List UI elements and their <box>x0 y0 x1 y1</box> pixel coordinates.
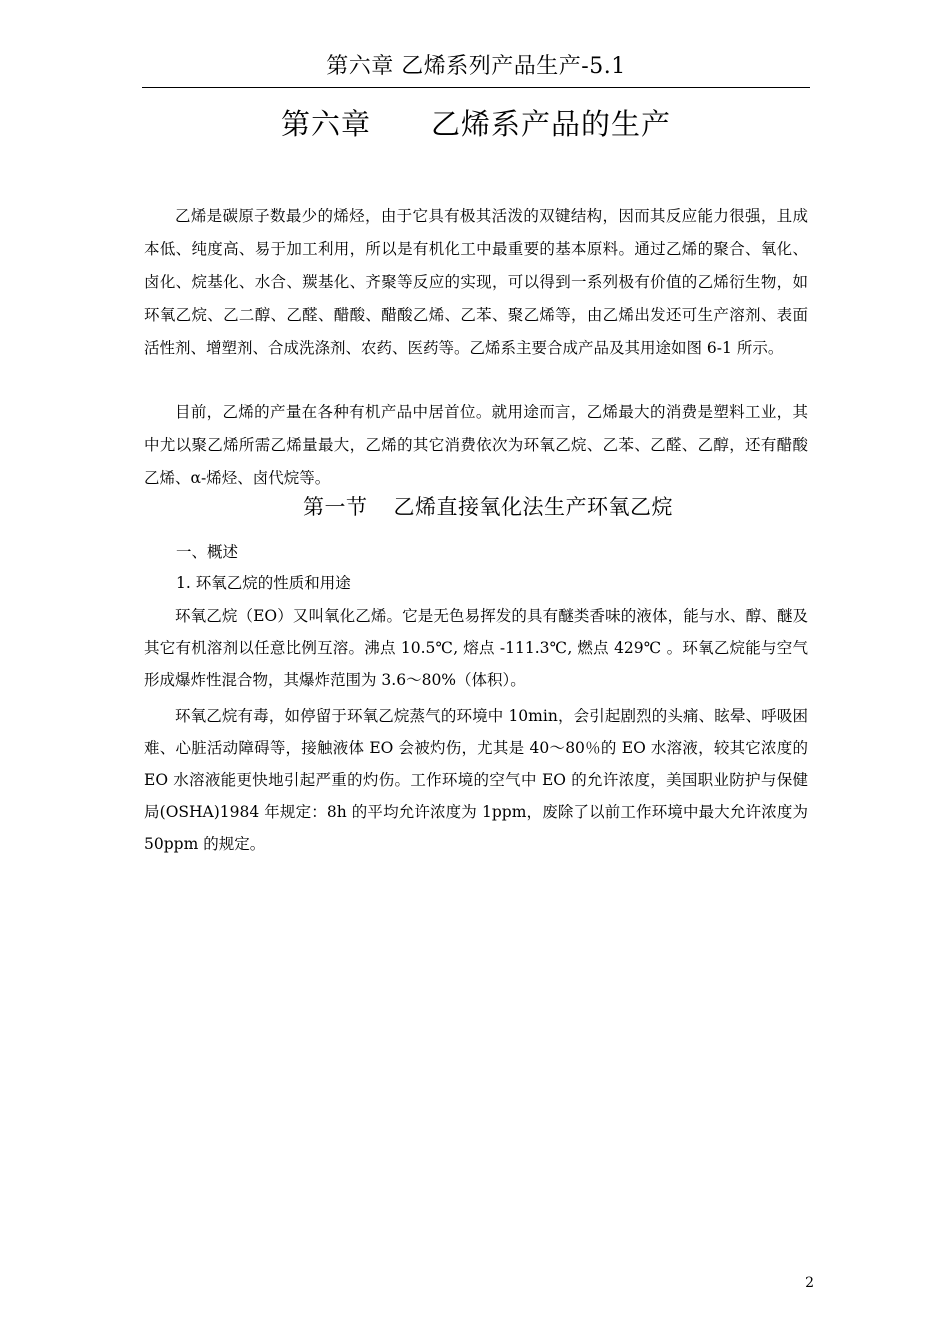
intro-paragraph-1: 乙烯是碳原子数最少的烯烃，由于它具有极其活泼的双键结构，因而其反应能力很强，且成本低、纯度高、易于加工利用，所以是有机化工中最重要的基本原料。通过乙烯的聚合、氧化、卤化、烷基化、水合、羰基化、齐聚等反应的实现，可以得到一系列极有价值的乙烯衍生物，如环氧乙烷、乙二醇、乙醛、醋酸、醋酸乙烯、乙苯、聚乙烯等，由乙烯出发还可生产溶剂、表面活性剂、增塑剂、合成洗涤剂、农药、医药等。乙烯系主要合成产品及其用途如图 6-1 所示。 <box>144 207 808 357</box>
header-rule <box>142 87 810 88</box>
running-header: 第六章 乙烯系列产品生产-5.1 <box>326 54 626 79</box>
subheading-overview: 一、概述 <box>176 543 239 561</box>
section-title <box>142 490 834 524</box>
page-number: 2 <box>805 1275 814 1291</box>
toxicity-paragraph: 环氧乙烷有毒，如停留于环氧乙烷蒸气的环境中 10min，会引起剧烈的头痛、眩晕、呼吸困难、心脏活动障碍等，接触液体 EO 会被灼伤，尤其是 40～80％的 EO 水溶液，较其它浓度的 EO 水溶液能更快地引起严重的灼伤。工作环境的空气中 EO 的允许浓度，美国职业防护与保健局(OSHA)1984 年规定：8h 的平均允许浓度为 1ppm，废除了以前工作环境中最大允许浓度为 50ppm 的规定。 <box>144 707 808 853</box>
section-name: 乙烯直接氧化法生产环氧乙烷 <box>393 495 673 519</box>
chapter-title <box>142 104 810 144</box>
chapter-number: 第六章 <box>280 107 371 141</box>
section-number: 第一节 <box>303 495 368 519</box>
properties-paragraph: 环氧乙烷（EO）又叫氧化乙烯。它是无色易挥发的具有醚类香味的液体，能与水、醇、醚及其它有机溶剂以任意比例互溶。沸点 10.5℃, 熔点 -111.3℃, 燃点 429℃ 。环氧乙烷能与空气形成爆炸性混合物，其爆炸范围为 3.6～80%（体积）。 <box>144 607 808 689</box>
intro-paragraph-2: 目前，乙烯的产量在各种有机产品中居首位。就用途而言，乙烯最大的消费是塑料工业，其中尤以聚乙烯所需乙烯量最大，乙烯的其它消费依次为环氧乙烷、乙苯、乙醛、乙醇，还有醋酸乙烯、α-烯烃、卤代烷等。 <box>144 403 808 487</box>
chapter-name: 乙烯系产品的生产 <box>431 107 672 141</box>
subheading-properties: 1. 环氧乙烷的性质和用途 <box>176 574 351 592</box>
